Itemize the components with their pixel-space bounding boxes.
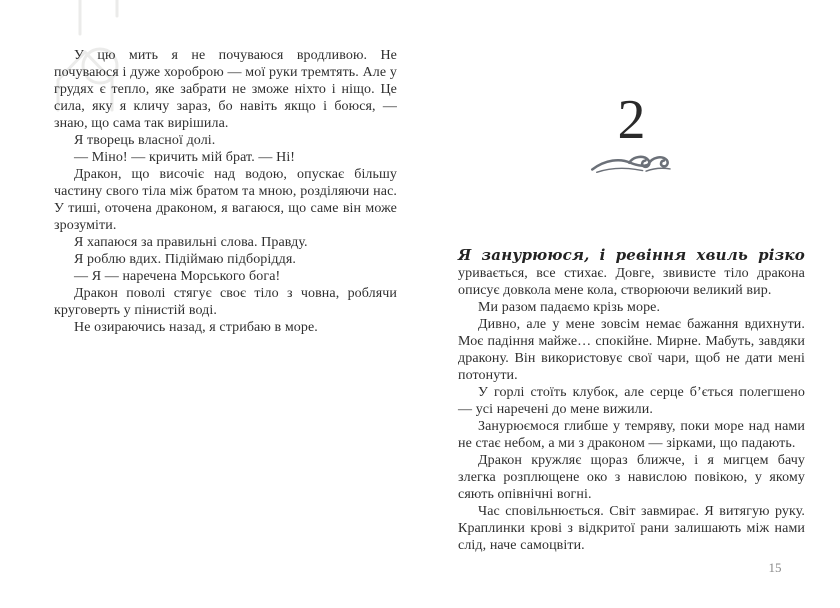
paragraph: Не озираючись назад, я стрибаю в море. xyxy=(74,320,318,335)
page-left-text xyxy=(54,47,397,336)
paragraph: У горлі стоїть клубок, але серце б’ється полегшено — усі наречені до мене вижили. xyxy=(458,385,805,417)
paragraph: У цю мить я не почуваюся вродливою. Не почуваюся і дуже хороброю — мої руки тремтять. Але у грудях є тепло, яке забрати не зможе ніхто і ніщо. Це сила, яку я кличу зараз, бо навіть якщо і боюся, — знаю, що сама так вирішила. xyxy=(54,48,397,131)
paragraph: Я творець власної долі. xyxy=(74,133,216,148)
paragraph: Ми разом падаємо крізь море. xyxy=(478,300,661,315)
paragraph: — Я — наречена Морського бога! xyxy=(74,269,281,284)
chapter-opening-rest: уривається, все стихає. Довге, звивисте тіло дракона описує довкола мене кола, створюючи великий вир. xyxy=(458,266,805,298)
chapter-opening-script: Я занурююся, і ревіння хвиль різко xyxy=(458,246,805,264)
chapter-ornament xyxy=(458,150,805,185)
chapter-number: 2 xyxy=(617,89,646,151)
paragraph: Занурюємося глибше у темряву, поки море над нами не стає небом, а ми з драконом — зірками, що падають. xyxy=(458,419,805,451)
page-number: 15 xyxy=(768,560,782,575)
chapter-opening-paragraph xyxy=(458,247,805,299)
paragraph: Я роблю вдих. Підіймаю підборіддя. xyxy=(74,252,296,267)
paragraph: Час сповільнюється. Світ завмирає. Я витягую руку. Краплинки крові з відкритої рани залишають між нами слід, наче самоцвіти. xyxy=(458,504,805,553)
paragraph: Дракон поволі стягує своє тіло з човна, роблячи круговерть у пінистій воді. xyxy=(54,286,397,318)
paragraph: Я хапаюся за правильні слова. Правду. xyxy=(74,235,308,250)
wave-ornament-icon xyxy=(590,150,674,180)
paragraph: Дракон кружляє щораз ближче, і я мигцем бачу злегка розплющене око з навислою повікою, у якому сяють опівнічні вогні. xyxy=(458,453,805,502)
paragraph: — Міно! — кричить мій брат. — Ні! xyxy=(74,150,296,165)
page-right-text xyxy=(458,247,805,554)
paragraph: Дивно, але у мене зовсім немає бажання вдихнути. Моє падіння майже… спокійне. Мирне. Мабуть, завдяки дракону. Він використовує свої чари, щоб не дати мені потонути. xyxy=(458,317,805,383)
paragraph: Дракон, що височіє над водою, опускає більшу частину свого тіла між братом та мною, розділяючи нас. У тиші, оточена драконом, я вагаюся, що саме він може зрозуміти. xyxy=(54,167,397,233)
